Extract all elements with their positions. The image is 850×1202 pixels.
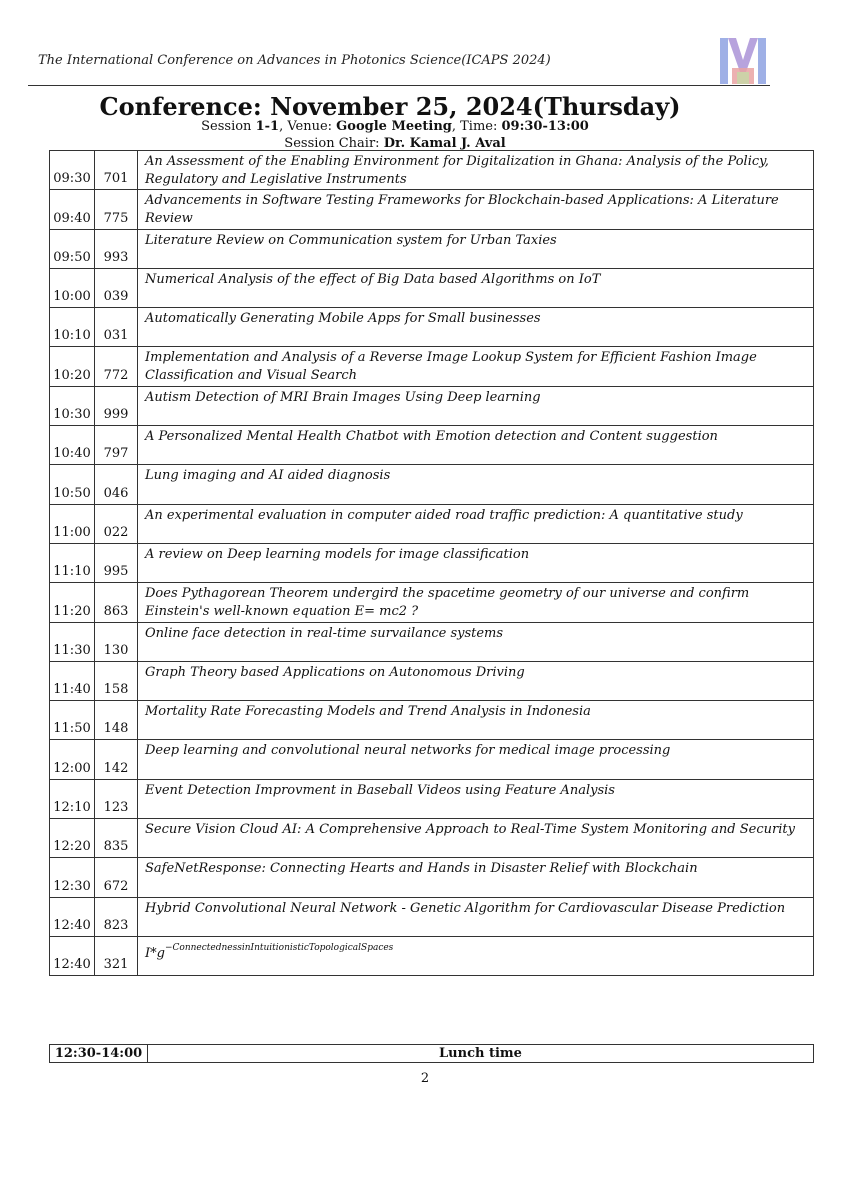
page-title: Conference: November 25, 2024(Thursday): [99, 92, 681, 121]
table-row: [50, 347, 814, 386]
table-row: [50, 386, 814, 425]
table-row: [50, 543, 814, 582]
session-slot-time: 11:40: [50, 661, 95, 700]
table-row: [50, 897, 814, 936]
session-slot-time: 10:00: [50, 268, 95, 307]
paper-title: Autism Detection of MRI Brain Images Using Deep learning: [138, 386, 814, 425]
paper-title: Deep learning and convolutional neural networks for medical image processing: [138, 740, 814, 779]
paper-id: 823: [95, 897, 138, 936]
session-slot-time: 12:20: [50, 819, 95, 858]
table-row: [50, 504, 814, 543]
paper-title: Lung imaging and AI aided diagnosis: [138, 465, 814, 504]
paper-title: SafeNetResponse: Connecting Hearts and Hands in Disaster Relief with Blockchain: [138, 858, 814, 897]
session-chair: Session Chair: Dr. Kamal J. Aval: [284, 136, 506, 151]
paper-id: 046: [95, 465, 138, 504]
session-venue: Google Meeting: [336, 119, 452, 134]
paper-id: 130: [95, 622, 138, 661]
table-row: [50, 268, 814, 307]
session-slot-time: 09:40: [50, 190, 95, 229]
table-row: [50, 858, 814, 897]
session-slot-time: 12:40: [50, 897, 95, 936]
paper-id: 863: [95, 583, 138, 622]
session-slot-time: 09:50: [50, 229, 95, 268]
paper-title: Online face detection in real-time survailance systems: [138, 622, 814, 661]
session-info: Session 1-1, Venue: Google Meeting, Time: 09:30-13:00: [201, 119, 589, 134]
table-row: [50, 229, 814, 268]
session-slot-time: 11:10: [50, 543, 95, 582]
conference-logo-icon: [720, 38, 766, 84]
session-slot-time: 12:10: [50, 779, 95, 818]
paper-title: Advancements in Software Testing Frameworks for Blockchain-based Applications: A Literature Review: [138, 190, 814, 229]
table-row: [50, 151, 814, 190]
session-slot-time: 11:30: [50, 622, 95, 661]
paper-id: 022: [95, 504, 138, 543]
session-number: 1-1: [255, 119, 280, 134]
paper-title: Graph Theory based Applications on Autonomous Driving: [138, 661, 814, 700]
table-row: [50, 426, 814, 465]
table-row: [50, 622, 814, 661]
table-row: [50, 465, 814, 504]
header-divider: [28, 85, 770, 86]
paper-id: 993: [95, 229, 138, 268]
paper-id: 999: [95, 386, 138, 425]
table-row: [50, 190, 814, 229]
session-chair-name: Dr. Kamal J. Aval: [383, 136, 506, 151]
table-row: [50, 779, 814, 818]
table-row: [50, 583, 814, 622]
table-row: [50, 308, 814, 347]
paper-title: Mortality Rate Forecasting Models and Trend Analysis in Indonesia: [138, 701, 814, 740]
session-slot-time: 11:20: [50, 583, 95, 622]
paper-id: 672: [95, 858, 138, 897]
schedule-table: [49, 150, 814, 976]
paper-id: 321: [95, 936, 138, 975]
paper-title-superscript: −ConnectednessinIntuitionisticTopologicalSpaces: [164, 942, 394, 953]
paper-id: 835: [95, 819, 138, 858]
paper-title: Hybrid Convolutional Neural Network - Genetic Algorithm for Cardiovascular Disease Prediction: [138, 897, 814, 936]
paper-id: 039: [95, 268, 138, 307]
paper-title: $I*g^{-ConnectednessinIntuitionisticTopologicalSpaces}$: [138, 936, 814, 975]
paper-title: Automatically Generating Mobile Apps for Small businesses: [138, 308, 814, 347]
lunch-row: [50, 1045, 814, 1063]
table-row: [50, 936, 814, 975]
session-slot-time: 10:20: [50, 347, 95, 386]
paper-id: 772: [95, 347, 138, 386]
paper-id: 148: [95, 701, 138, 740]
lunch-time: 12:30-14:00: [50, 1045, 148, 1063]
table-row: [50, 740, 814, 779]
session-slot-time: 12:30: [50, 858, 95, 897]
session-slot-time: 10:40: [50, 426, 95, 465]
paper-id: 158: [95, 661, 138, 700]
paper-title: Literature Review on Communication system for Urban Taxies: [138, 229, 814, 268]
paper-title: Event Detection Improvment in Baseball Videos using Feature Analysis: [138, 779, 814, 818]
paper-title: Numerical Analysis of the effect of Big Data based Algorithms on IoT: [138, 268, 814, 307]
session-time: 09:30-13:00: [501, 119, 589, 134]
paper-id: 797: [95, 426, 138, 465]
paper-id: 701: [95, 151, 138, 190]
session-slot-time: 11:50: [50, 701, 95, 740]
paper-id: 123: [95, 779, 138, 818]
session-slot-time: 10:30: [50, 386, 95, 425]
paper-id: 775: [95, 190, 138, 229]
table-row: [50, 701, 814, 740]
page-number: 2: [420, 1071, 430, 1086]
lunch-table: [49, 1044, 814, 1063]
session-slot-time: 11:00: [50, 504, 95, 543]
session-slot-time: 12:00: [50, 740, 95, 779]
paper-title: Secure Vision Cloud AI: A Comprehensive Approach to Real-Time System Monitoring and Security: [138, 819, 814, 858]
paper-title: A review on Deep learning models for image classification: [138, 543, 814, 582]
table-row: [50, 819, 814, 858]
paper-id: 031: [95, 308, 138, 347]
session-slot-time: 10:10: [50, 308, 95, 347]
table-row: [50, 661, 814, 700]
paper-title: Implementation and Analysis of a Reverse Image Lookup System for Efficient Fashion Image Classification and Visual Search: [138, 347, 814, 386]
session-slot-time: 12:40: [50, 936, 95, 975]
paper-title: Does Pythagorean Theorem undergird the spacetime geometry of our universe and confirm Einstein's well-known equation E= mc2 ?: [138, 583, 814, 622]
paper-id: 995: [95, 543, 138, 582]
conference-name: The International Conference on Advances in Photonics Science(ICAPS 2024): [38, 53, 551, 68]
session-slot-time: 09:30: [50, 151, 95, 190]
paper-title: An Assessment of the Enabling Environment for Digitalization in Ghana: Analysis of the Policy, Regulatory and Legislative Instruments: [138, 151, 814, 190]
paper-title: A Personalized Mental Health Chatbot with Emotion detection and Content suggestion: [138, 426, 814, 465]
session-slot-time: 10:50: [50, 465, 95, 504]
lunch-label: Lunch time: [148, 1045, 814, 1063]
paper-title: An experimental evaluation in computer aided road traffic prediction: A quantitative study: [138, 504, 814, 543]
paper-id: 142: [95, 740, 138, 779]
